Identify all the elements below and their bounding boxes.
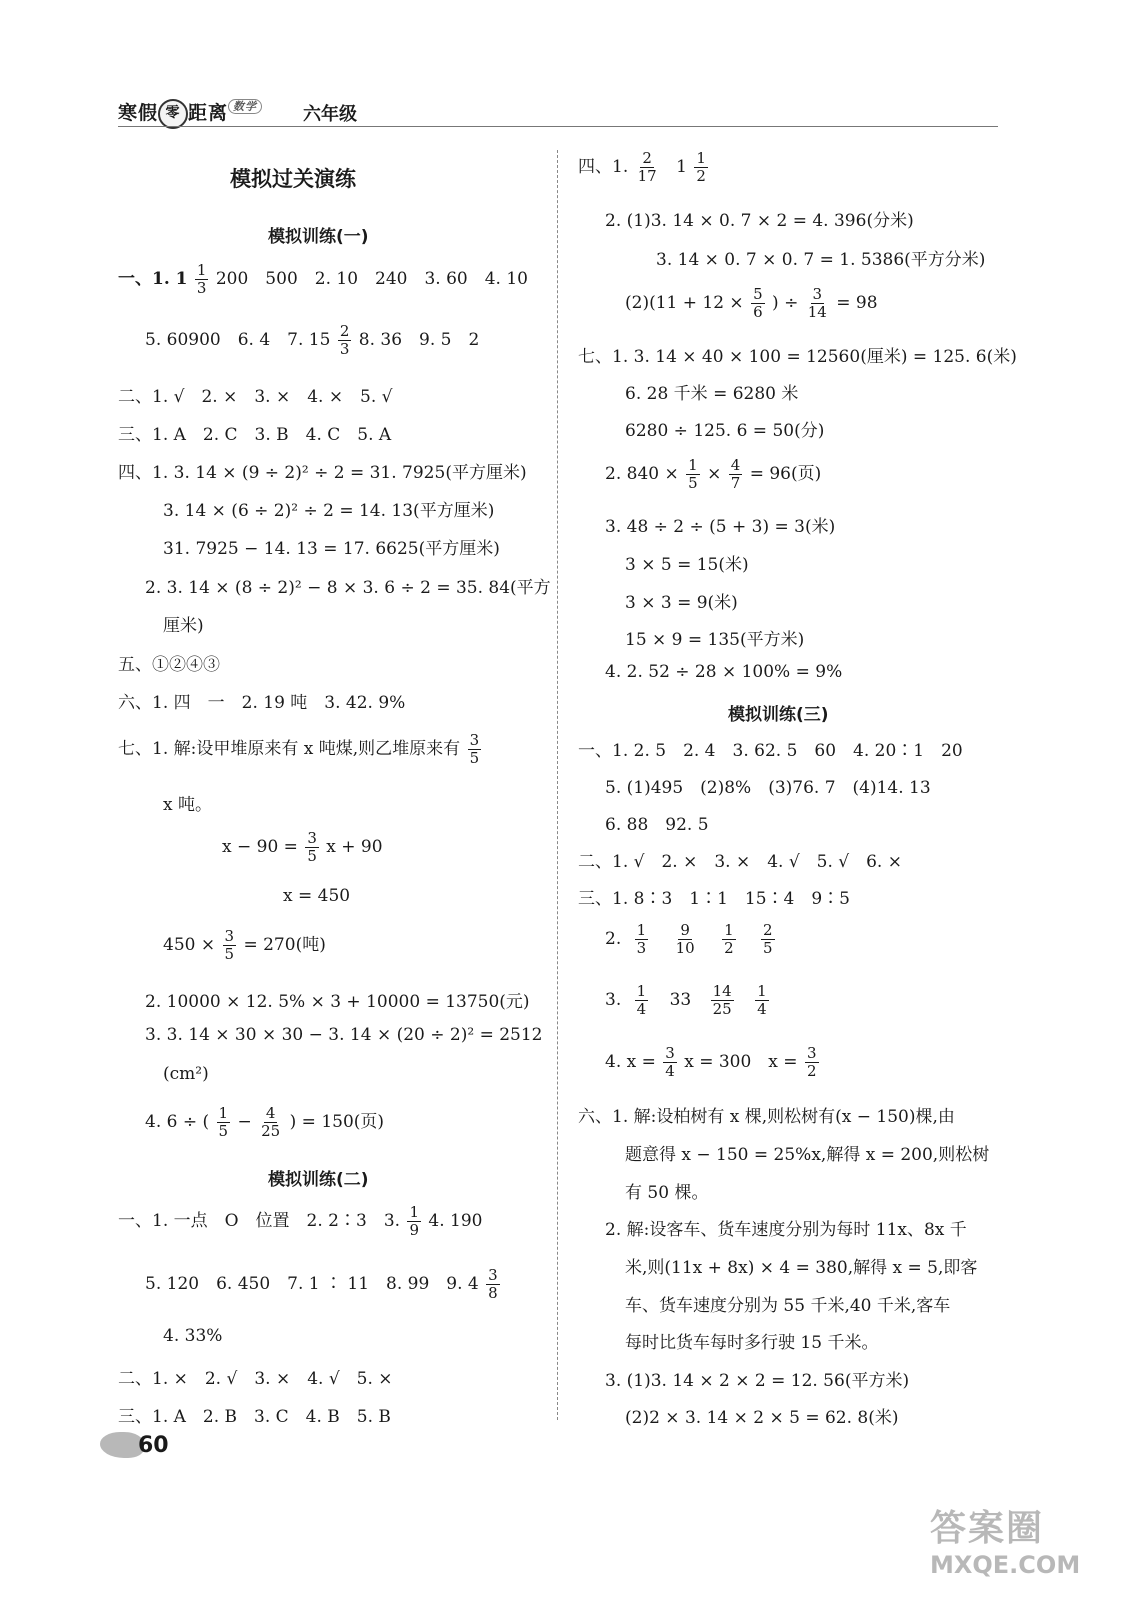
- answer-line: 5. 60900 6. 4 7. 15 $\frac{2}{3}$ 8. 36 9. 5 2: [145, 322, 480, 358]
- series-name-b: 距离: [188, 102, 229, 124]
- header-rule: [118, 126, 998, 127]
- answer-line: 6280 ÷ 125. 6 = 50(分): [625, 421, 825, 441]
- answer-line: x = 450: [283, 886, 351, 906]
- fraction: $\frac{4}{25}$: [261, 1104, 281, 1140]
- fraction: $\frac{9}{10}$: [675, 921, 695, 957]
- answer-line: 2. 840 × $\frac{1}{5}$ × $\frac{4}{7}$ = 96(页): [605, 456, 822, 492]
- answer-line: 3. 14 × 0. 7 × 0. 7 = 1. 5386(平方分米): [656, 250, 986, 270]
- series-logo: [118, 98, 262, 129]
- fraction: $\frac{3}{8}$: [488, 1266, 498, 1302]
- answer-line: 厘米): [163, 616, 204, 636]
- answer-line: 2. (1)3. 14 × 0. 7 × 2 = 4. 396(分米): [605, 211, 914, 231]
- answer-line: 六、1. 解:设柏树有 x 棵,则松树有(x − 150)棵,由: [578, 1107, 955, 1127]
- fraction: $\frac{2}{3}$: [339, 322, 350, 358]
- answer-line: 3. (1)3. 14 × 2 × 2 = 12. 56(平方米): [605, 1371, 910, 1391]
- fraction: $\frac{1}{4}$: [757, 982, 767, 1018]
- answer-line: 一、1. 2. 5 2. 4 3. 62. 5 60 4. 20∶1 20: [578, 741, 963, 761]
- answer-line: 二、1. √ 2. × 3. × 4. × 5. √: [118, 387, 393, 407]
- answer-line: (cm²): [163, 1064, 209, 1084]
- fraction: $\frac{1}{3}$: [636, 921, 647, 957]
- fraction: $\frac{2}{17}$: [637, 149, 657, 185]
- answer-line: 四、1. $\frac{2}{17}$ 1 $\frac{1}{2}$: [578, 149, 706, 185]
- answer-line: 二、1. √ 2. × 3. × 4. √ 5. √ 6. ×: [578, 852, 902, 872]
- page-header: [118, 98, 998, 128]
- answer-line: 二、1. × 2. √ 3. × 4. √ 5. ×: [118, 1369, 393, 1389]
- fraction: $\frac{3}{4}$: [665, 1044, 675, 1080]
- fraction: $\frac{1}{5}$: [688, 456, 698, 492]
- fraction: $\frac{14}{25}$: [712, 982, 732, 1018]
- answer-line: x − 90 = $\frac{3}{5}$ x + 90: [222, 829, 383, 865]
- fraction: $\frac{1}{3}$: [196, 261, 207, 297]
- page-number-text: 60: [138, 1432, 169, 1458]
- answer-line: 3. 48 ÷ 2 ÷ (5 + 3) = 3(米): [605, 517, 836, 537]
- answer-line: 七、1. 解:设甲堆原来有 x 吨煤,则乙堆原来有 $\frac{3}{5}$: [118, 731, 480, 767]
- answer-line: 每时比货车每时多行驶 15 千米。: [625, 1333, 879, 1353]
- answer-line: 三、1. A 2. C 3. B 4. C 5. A: [118, 425, 392, 445]
- section-heading-3: 模拟训练(三): [728, 705, 829, 725]
- fraction: $\frac{1}{2}$: [696, 149, 706, 185]
- answer-line: 2. $\frac{1}{3}$ $\frac{9}{10}$ $\frac{1}{2}$ $\frac{2}{5}$: [605, 921, 773, 957]
- fraction: $\frac{5}{6}$: [753, 285, 763, 321]
- grade-label: 六年级: [303, 104, 357, 125]
- answer-line: (2)2 × 3. 14 × 2 × 5 = 62. 8(米): [625, 1408, 899, 1428]
- page-title: 模拟过关演练: [230, 167, 356, 191]
- answer-line: 三、1. 8∶3 1∶1 15∶4 9∶5: [578, 889, 850, 909]
- answer-line: 5. (1)495 (2)8% (3)76. 7 (4)14. 13: [605, 778, 931, 798]
- answer-line: 四、1. 3. 14 × (9 ÷ 2)² ÷ 2 = 31. 7925(平方厘米): [118, 463, 527, 483]
- answer-line: (2)(11 + 12 × $\frac{5}{6}$ ) ÷ $\frac{3}{14}$ = 98: [625, 285, 878, 321]
- answer-line: 五、①②④③: [118, 655, 220, 675]
- fraction: $\frac{1}{9}$: [409, 1203, 419, 1239]
- answer-line: 七、1. 3. 14 × 40 × 100 = 12560(厘米) = 125. 6(米): [578, 347, 1017, 367]
- answer-line: 3. $\frac{1}{4}$ 33 $\frac{14}{25}$ $\frac{1}{4}$: [605, 982, 767, 1018]
- fraction: $\frac{1}{2}$: [724, 921, 734, 957]
- fraction: $\frac{3}{5}$: [307, 829, 317, 865]
- answer-line: 2. 10000 × 12. 5% × 3 + 10000 = 13750(元): [145, 992, 530, 1012]
- answer-line: 4. x = $\frac{3}{4}$ x = 300 x = $\frac{3}{2}$: [605, 1044, 817, 1080]
- answer-line: 3. 3. 14 × 30 × 30 − 3. 14 × (20 ÷ 2)² = 2512: [145, 1025, 543, 1045]
- answer-line: 一、1. 1 $\frac{1}{3}$ 200 500 2. 10 240 3. 60 4. 10: [118, 261, 528, 297]
- answer-line: 题意得 x − 150 = 25%x,解得 x = 200,则松树: [625, 1145, 990, 1165]
- answer-line: 6. 88 92. 5: [605, 815, 709, 835]
- answer-line: 3 × 5 = 15(米): [625, 555, 749, 575]
- answer-line: 15 × 9 = 135(平方米): [625, 630, 805, 650]
- watermark-url: MXQE.COM: [930, 1551, 1081, 1579]
- fraction: $\frac{1}{4}$: [636, 982, 647, 1018]
- fraction: $\frac{3}{5}$: [469, 731, 480, 767]
- fraction: $\frac{3}{2}$: [806, 1044, 817, 1080]
- watermark-text: 答案圈: [930, 1508, 1045, 1549]
- subject-tag: 数学: [228, 99, 262, 114]
- column-divider: [557, 150, 558, 1420]
- watermark: [930, 1500, 1120, 1580]
- answer-line: 三、1. A 2. B 3. C 4. B 5. B: [118, 1407, 391, 1427]
- answer-line: 3. 14 × (6 ÷ 2)² ÷ 2 = 14. 13(平方厘米): [163, 501, 495, 521]
- answer-line: 31. 7925 − 14. 13 = 17. 6625(平方厘米): [163, 539, 500, 559]
- answer-line: 有 50 棵。: [625, 1183, 709, 1203]
- answer-line: 450 × $\frac{3}{5}$ = 270(吨): [163, 927, 326, 963]
- answer-line: 3 × 3 = 9(米): [625, 593, 738, 613]
- fraction: $\frac{2}{5}$: [763, 921, 773, 957]
- fraction: $\frac{3}{5}$: [224, 927, 235, 963]
- answer-line: 2. 解:设客车、货车速度分别为每时 11x、8x 千: [605, 1220, 967, 1240]
- answer-line: 4. 2. 52 ÷ 28 × 100% = 9%: [605, 662, 843, 682]
- answer-line: 米,则(11x + 8x) × 4 = 380,解得 x = 5,即客: [625, 1258, 978, 1278]
- answer-line: 5. 120 6. 450 7. 1 ∶ 11 8. 99 9. 4 $\frac{3}{8}$: [145, 1266, 498, 1302]
- answer-line: 4. 6 ÷ ( $\frac{1}{5}$ − $\frac{4}{25}$ ) = 150(页): [145, 1104, 385, 1140]
- zero-badge: 零: [158, 99, 188, 129]
- fraction: $\frac{3}{14}$: [807, 285, 827, 321]
- answer-line: 一、1. 一点 O 位置 2. 2∶3 3. $\frac{1}{9}$ 4. 190: [118, 1203, 483, 1239]
- answer-line: 车、货车速度分别为 55 千米,40 千米,客车: [625, 1296, 951, 1316]
- series-name-a: 寒假: [118, 102, 159, 124]
- answer-line: 六、1. 四 一 2. 19 吨 3. 42. 9%: [118, 693, 406, 713]
- section-heading-2: 模拟训练(二): [268, 1170, 369, 1190]
- fraction: $\frac{4}{7}$: [730, 456, 741, 492]
- fraction: $\frac{1}{5}$: [218, 1104, 229, 1140]
- answer-line: 2. 3. 14 × (8 ÷ 2)² − 8 × 3. 6 ÷ 2 = 35. 84(平方: [145, 578, 551, 598]
- section-heading-1: 模拟训练(一): [268, 227, 369, 247]
- answer-line: 6. 28 千米 = 6280 米: [625, 384, 799, 404]
- answer-line: 4. 33%: [163, 1326, 223, 1346]
- page-number: [100, 1432, 169, 1458]
- answer-line: x 吨。: [163, 795, 212, 815]
